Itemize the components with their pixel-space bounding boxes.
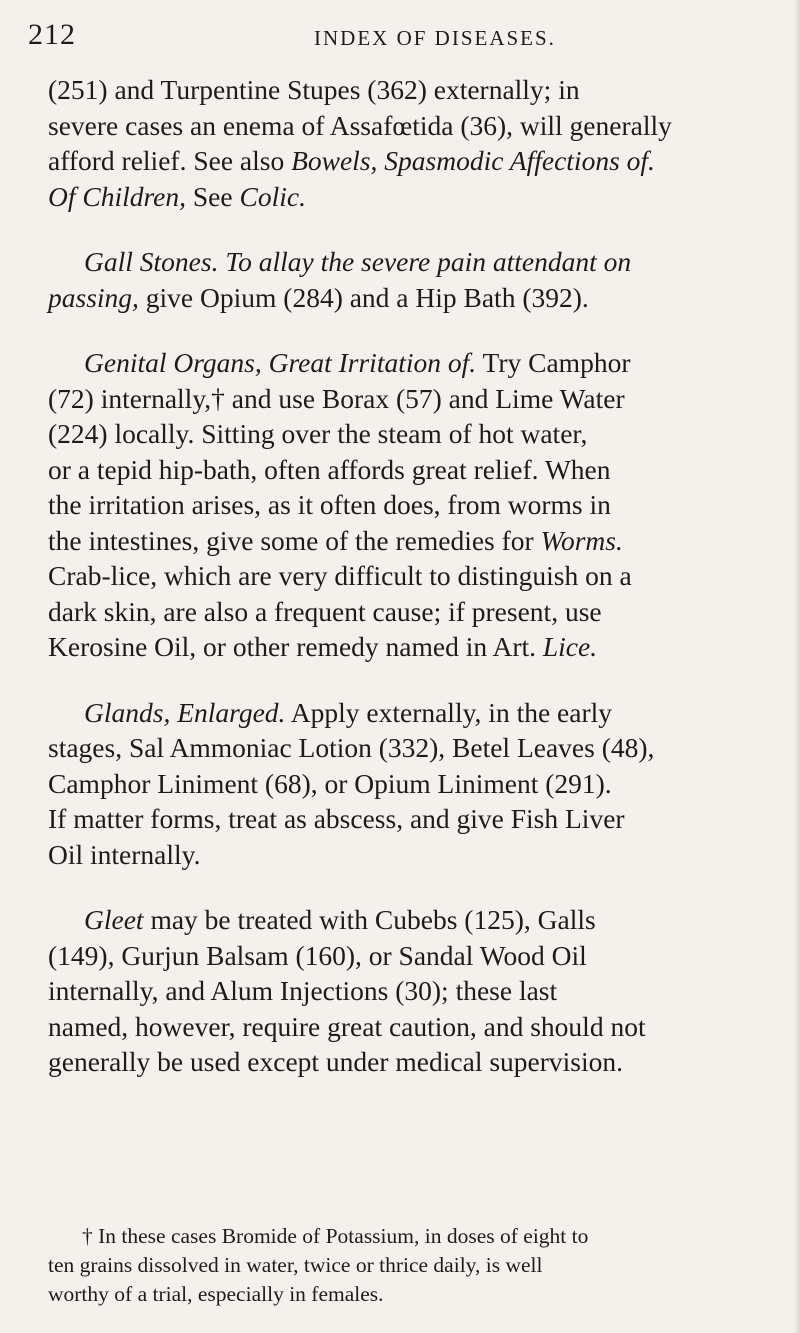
text-line: named, however, require great caution, and should not xyxy=(48,1010,646,1042)
text-line xyxy=(48,179,766,215)
text-line: Oil internally. xyxy=(48,838,201,870)
footnote xyxy=(48,1222,766,1309)
text-run: may be treated with Cubebs (125), Galls xyxy=(143,904,596,935)
paragraph-glands-enlarged xyxy=(48,695,766,873)
footnote-line: ten grains dissolved in water, twice or thrice daily, is well xyxy=(48,1253,543,1277)
page-number: 212 xyxy=(28,18,76,51)
body-text xyxy=(48,72,766,1096)
text-line: the irritation arises, as it often does, from worms in xyxy=(48,489,611,520)
cross-reference: Bowels, Spasmodic Affections of. xyxy=(291,145,655,176)
entry-heading: passing, xyxy=(48,281,139,313)
text-line: Camphor Liniment (68), or Opium Liniment (291). xyxy=(48,767,612,799)
text-line: dark skin, are also a frequent cause; if present, use xyxy=(48,595,602,627)
text-line xyxy=(48,280,766,316)
text-line: severe cases an enema of Assafœtida (36), will generally xyxy=(48,109,672,141)
text-run: Try Camphor xyxy=(476,347,631,378)
text-line: (72) internally,† and use Borax (57) and Lime Water xyxy=(48,382,625,414)
text-line xyxy=(48,695,766,731)
text-run: afford relief. See also xyxy=(48,145,292,176)
text-line: internally, and Alum Injections (30); these last xyxy=(48,975,558,1006)
text-line: (224) locally. Sitting over the steam of hot water, xyxy=(48,418,588,449)
text-line: (149), Gurjun Balsam (160), or Sandal Wood Oil xyxy=(48,939,587,971)
entry-heading: Gleet xyxy=(84,904,144,935)
paragraph-gall-stones xyxy=(48,244,766,315)
entry-heading: Gall Stones. To allay the severe pain attendant on xyxy=(84,246,632,277)
cross-reference: Of Children, xyxy=(48,180,187,212)
text-run: Apply externally, in the early xyxy=(285,696,612,728)
footnote-line: † In these cases Bromide of Potassium, in doses of eight to xyxy=(82,1224,589,1248)
paragraph-genital-organs xyxy=(48,345,766,665)
entry-heading: Glands, Enlarged. xyxy=(84,696,286,728)
paragraph-colic-continuation xyxy=(48,72,766,214)
cross-reference: Worms. xyxy=(540,524,623,556)
text-line: (251) and Turpentine Stupes (362) externally; in xyxy=(48,74,580,105)
cross-reference: Colic. xyxy=(239,180,306,212)
text-run: the intestines, give some of the remedies for xyxy=(48,524,541,556)
footnote-line: worthy of a trial, especially in females. xyxy=(48,1282,384,1306)
running-title: INDEX OF DISEASES. xyxy=(314,26,556,50)
text-run: Kerosine Oil, or other remedy named in Art. xyxy=(48,631,543,662)
text-line xyxy=(48,629,766,665)
text-line xyxy=(48,143,766,179)
text-line: Crab-lice, which are very difficult to distinguish on a xyxy=(48,560,632,591)
cross-reference: Lice. xyxy=(542,631,598,662)
text-run: give Opium (284) and a Hip Bath (392). xyxy=(138,281,589,313)
text-line: or a tepid hip-bath, often affords great relief. When xyxy=(48,453,611,485)
paragraph-gleet xyxy=(48,902,766,1080)
entry-heading: Genital Organs, Great Irritation of. xyxy=(84,347,477,378)
text-line xyxy=(48,244,766,280)
running-head xyxy=(28,18,758,58)
text-line xyxy=(48,523,766,559)
page-edge-shadow xyxy=(794,0,800,1333)
text-line: generally be used except under medical supervision. xyxy=(48,1046,624,1077)
text-line xyxy=(48,902,766,938)
text-line: If matter forms, treat as abscess, and give Fish Liver xyxy=(48,803,625,834)
text-line xyxy=(48,345,766,381)
text-line: stages, Sal Ammoniac Lotion (332), Betel Leaves (48), xyxy=(48,732,655,763)
text-run: See xyxy=(186,180,240,212)
